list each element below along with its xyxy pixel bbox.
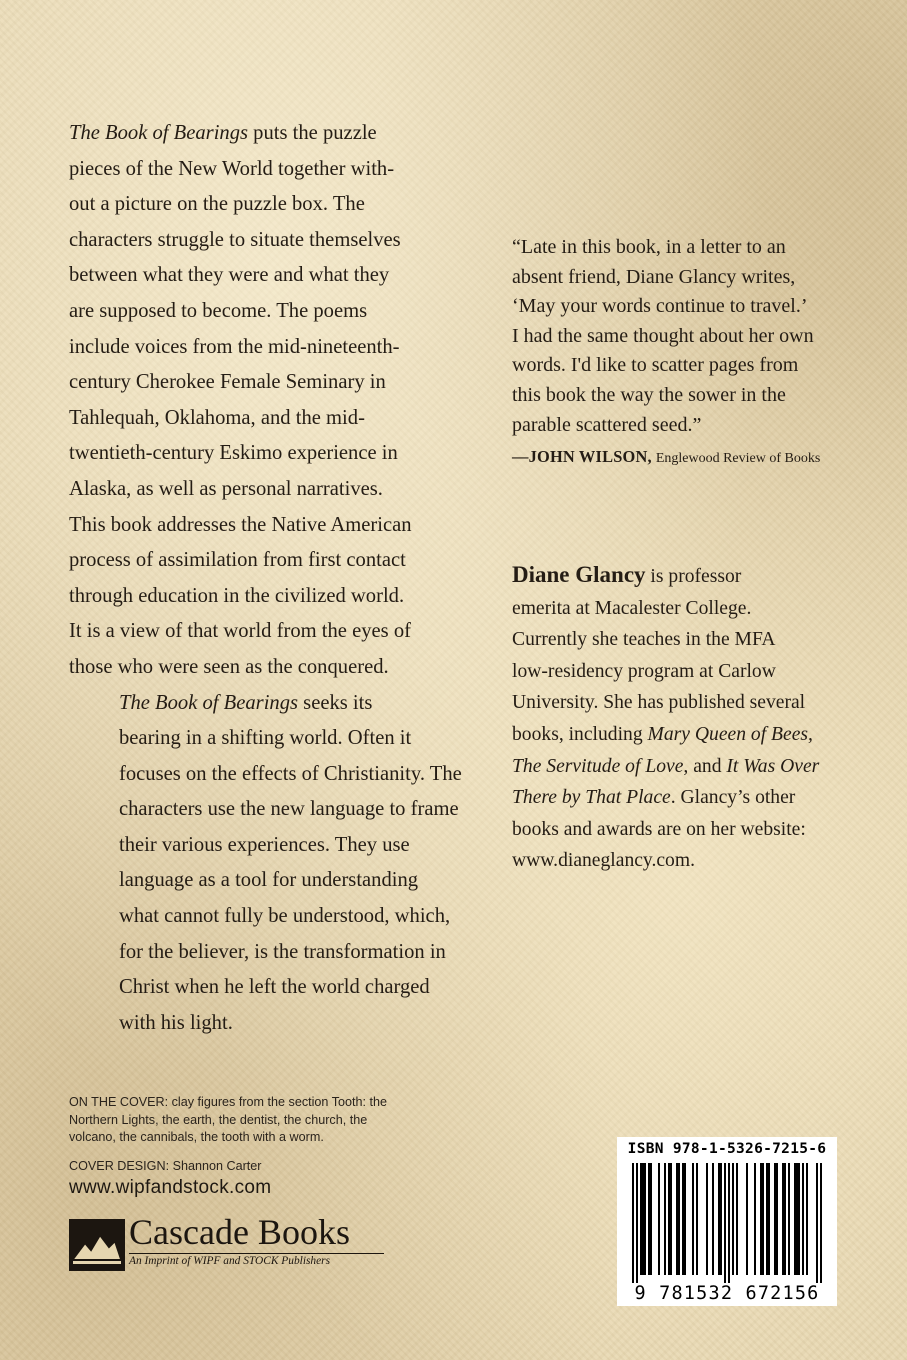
description-line	[69, 899, 459, 935]
barcode-bar	[728, 1163, 730, 1283]
bio-first-line	[512, 559, 852, 593]
quote-line: ‘May your words continue to travel.’	[512, 295, 808, 318]
book-title: The Book of Bearings	[69, 122, 249, 144]
quote-line: absent friend, Diane Glancy writes,	[512, 265, 796, 288]
description-text: their various experiences. They use	[119, 833, 410, 856]
reviewer-name: JOHN WILSON,	[528, 447, 652, 466]
barcode-bar	[754, 1163, 756, 1275]
description-text: for the believer, is the transformation in	[119, 940, 446, 963]
publisher-name: Cascade Books	[129, 1212, 350, 1252]
review-publication: Englewood Review of Books	[655, 451, 821, 466]
description-text: puts the puzzle	[248, 122, 377, 144]
barcode-bar	[632, 1163, 634, 1283]
bio-line: low-residency program at Carlow	[512, 660, 776, 682]
description-line	[69, 436, 459, 472]
description-line	[69, 258, 459, 294]
barcode-bar	[692, 1163, 694, 1275]
description-text: out a picture on the puzzle box. The	[69, 193, 365, 216]
quote-line: this book the way the sower in the	[512, 383, 786, 406]
isbn-label: ISBN 978-1-5326-7215-6	[627, 1141, 827, 1157]
description-text: process of assimilation from first contact	[69, 549, 406, 572]
barcode-bar	[718, 1163, 720, 1275]
barcode-bar	[766, 1163, 768, 1275]
cover-design-credit: COVER DESIGN: Shannon Carter	[69, 1159, 262, 1173]
publisher-imprint: An Imprint of WIPF and STOCK Publishers	[129, 1255, 331, 1267]
book-title: There by That Place	[512, 787, 671, 809]
barcode-bar	[670, 1163, 672, 1275]
bio-line: Currently she teaches in the MFA	[512, 629, 776, 651]
barcode-bar	[668, 1163, 670, 1275]
bio-line: University. She has published several	[512, 692, 806, 714]
description-line	[69, 116, 459, 152]
barcode-bar	[642, 1163, 644, 1275]
description-text: language as a tool for understanding	[119, 869, 419, 892]
description-line	[69, 401, 459, 437]
publisher-divider	[129, 1253, 384, 1254]
barcode-bar	[760, 1163, 762, 1275]
barcode-bar	[676, 1163, 678, 1275]
description-text: are supposed to become. The poems	[69, 299, 368, 322]
description-text: seeks its	[298, 691, 373, 714]
quote-line: “Late in this book, in a letter to an	[512, 236, 786, 258]
description-line	[69, 792, 459, 828]
quote-line: parable scattered seed.”	[512, 413, 702, 436]
description-line	[69, 365, 459, 401]
description-text: with his light.	[119, 1011, 233, 1034]
description-text: those who were seen as the conquered.	[69, 655, 389, 678]
barcode-bar	[820, 1163, 822, 1283]
author-bio	[512, 559, 852, 877]
description-line	[69, 614, 459, 650]
bio-line: emerita at Macalester College.	[512, 597, 752, 619]
book-title: The Book of Bearings	[119, 691, 299, 714]
barcode-bar	[682, 1163, 684, 1275]
publisher-logo	[69, 1212, 399, 1275]
bio-line	[512, 719, 852, 751]
barcode-bar	[648, 1163, 650, 1275]
author-website: www.dianeglancy.com.	[512, 850, 695, 872]
barcode-bar	[706, 1163, 708, 1275]
description-line	[69, 294, 459, 330]
cover-credit-line: Northern Lights, the earth, the dentist, the church, the	[69, 1112, 368, 1127]
barcode-bar	[664, 1163, 666, 1275]
barcode-bar	[732, 1163, 734, 1275]
description-text: century Cherokee Female Seminary in	[69, 371, 386, 394]
description-line	[69, 935, 459, 971]
isbn-barcode	[617, 1137, 837, 1306]
barcode-bar	[640, 1163, 642, 1275]
description-text: It is a view of that world from the eyes of	[69, 620, 411, 643]
barcode-bar	[788, 1163, 790, 1275]
bio-text: and	[688, 755, 727, 777]
bio-text: is professor	[645, 566, 742, 587]
description-line	[69, 1006, 459, 1042]
barcode-bar	[776, 1163, 778, 1275]
barcode-digits: 9 781532 672156	[634, 1283, 820, 1304]
description-text: what cannot fully be understood, which,	[119, 905, 451, 928]
cover-credit-line: ON THE COVER: clay figures from the section Tooth: the	[69, 1095, 388, 1109]
description-line	[69, 187, 459, 223]
description-line	[69, 543, 459, 579]
barcode-bar	[724, 1163, 726, 1283]
publisher-website: www.wipfandstock.com	[69, 1177, 272, 1198]
barcode-bar	[636, 1163, 638, 1283]
cover-credit	[69, 1094, 469, 1147]
description-line	[69, 650, 459, 686]
barcode-bar	[768, 1163, 770, 1275]
cover-credit-line: volcano, the cannibals, the tooth with a worm.	[69, 1130, 324, 1145]
barcode-bar	[762, 1163, 764, 1275]
barcode-bar	[784, 1163, 786, 1275]
description-text: Tahlequah, Oklahoma, and the mid-	[69, 406, 365, 429]
description-line	[69, 863, 459, 899]
barcode-bar	[644, 1163, 646, 1275]
description-text: characters use the new language to frame	[119, 798, 459, 821]
description-text: include voices from the mid-nineteenth-	[69, 335, 400, 358]
mountain-logo-icon	[69, 1219, 125, 1271]
description-text: Christ when he left the world charged	[119, 976, 430, 999]
review-attribution	[512, 447, 852, 467]
description-text: through education in the civilized world.	[69, 584, 405, 607]
barcode-bars	[627, 1163, 827, 1283]
description-text: pieces of the New World together with-	[69, 157, 395, 180]
description-line	[69, 152, 459, 188]
bio-line	[512, 782, 852, 814]
description-text: Alaska, as well as personal narratives.	[69, 477, 383, 500]
description-text: twentieth-century Eskimo experience in	[69, 442, 398, 465]
description-line	[69, 508, 459, 544]
description-line	[69, 579, 459, 615]
description-line	[69, 472, 459, 508]
barcode-bar	[798, 1163, 800, 1275]
description-line	[69, 828, 459, 864]
bio-text: books, including	[512, 723, 648, 745]
description-text: characters struggle to situate themselves	[69, 228, 401, 251]
author-name: Diane Glancy	[512, 562, 646, 587]
barcode-bar	[796, 1163, 798, 1275]
barcode-bar	[802, 1163, 804, 1275]
barcode-bar	[774, 1163, 776, 1275]
barcode-bar	[782, 1163, 784, 1275]
description-paragraph-2	[69, 686, 462, 1042]
description-line	[69, 223, 459, 259]
attribution-dash: —	[512, 447, 529, 466]
description-line	[69, 757, 462, 793]
description-line	[69, 330, 459, 366]
barcode-bar	[678, 1163, 680, 1275]
barcode-bar	[712, 1163, 714, 1275]
book-description	[69, 116, 462, 1041]
quote-line: I had the same thought about her own	[512, 324, 814, 347]
barcode-bar	[736, 1163, 738, 1275]
barcode-bar	[746, 1163, 748, 1275]
book-title: The Servitude of Love,	[512, 755, 689, 777]
description-line	[69, 721, 459, 757]
description-text: focuses on the effects of Christianity. The	[119, 762, 462, 785]
description-line	[69, 970, 459, 1006]
description-paragraph-1	[69, 116, 459, 686]
barcode-bar	[816, 1163, 818, 1283]
barcode-bar	[650, 1163, 652, 1275]
barcode-bar	[696, 1163, 698, 1275]
bio-line: books and awards are on her website:	[512, 818, 806, 840]
barcode-bar	[658, 1163, 660, 1275]
barcode-bar	[794, 1163, 796, 1275]
book-title: Mary Queen of Bees,	[647, 723, 813, 745]
bio-text: . Glancy’s other	[670, 787, 796, 809]
description-text: between what they were and what they	[69, 264, 390, 287]
barcode-bar	[806, 1163, 808, 1275]
description-line	[69, 686, 459, 722]
review-quote	[512, 233, 842, 440]
book-title: It Was Over	[726, 755, 820, 777]
description-text: bearing in a shifting world. Often it	[119, 727, 412, 750]
quote-line: words. I'd like to scatter pages from	[512, 354, 799, 377]
bio-line	[512, 751, 852, 783]
barcode-bar	[684, 1163, 686, 1275]
barcode-bar	[720, 1163, 722, 1275]
description-text: This book addresses the Native American	[69, 513, 412, 536]
